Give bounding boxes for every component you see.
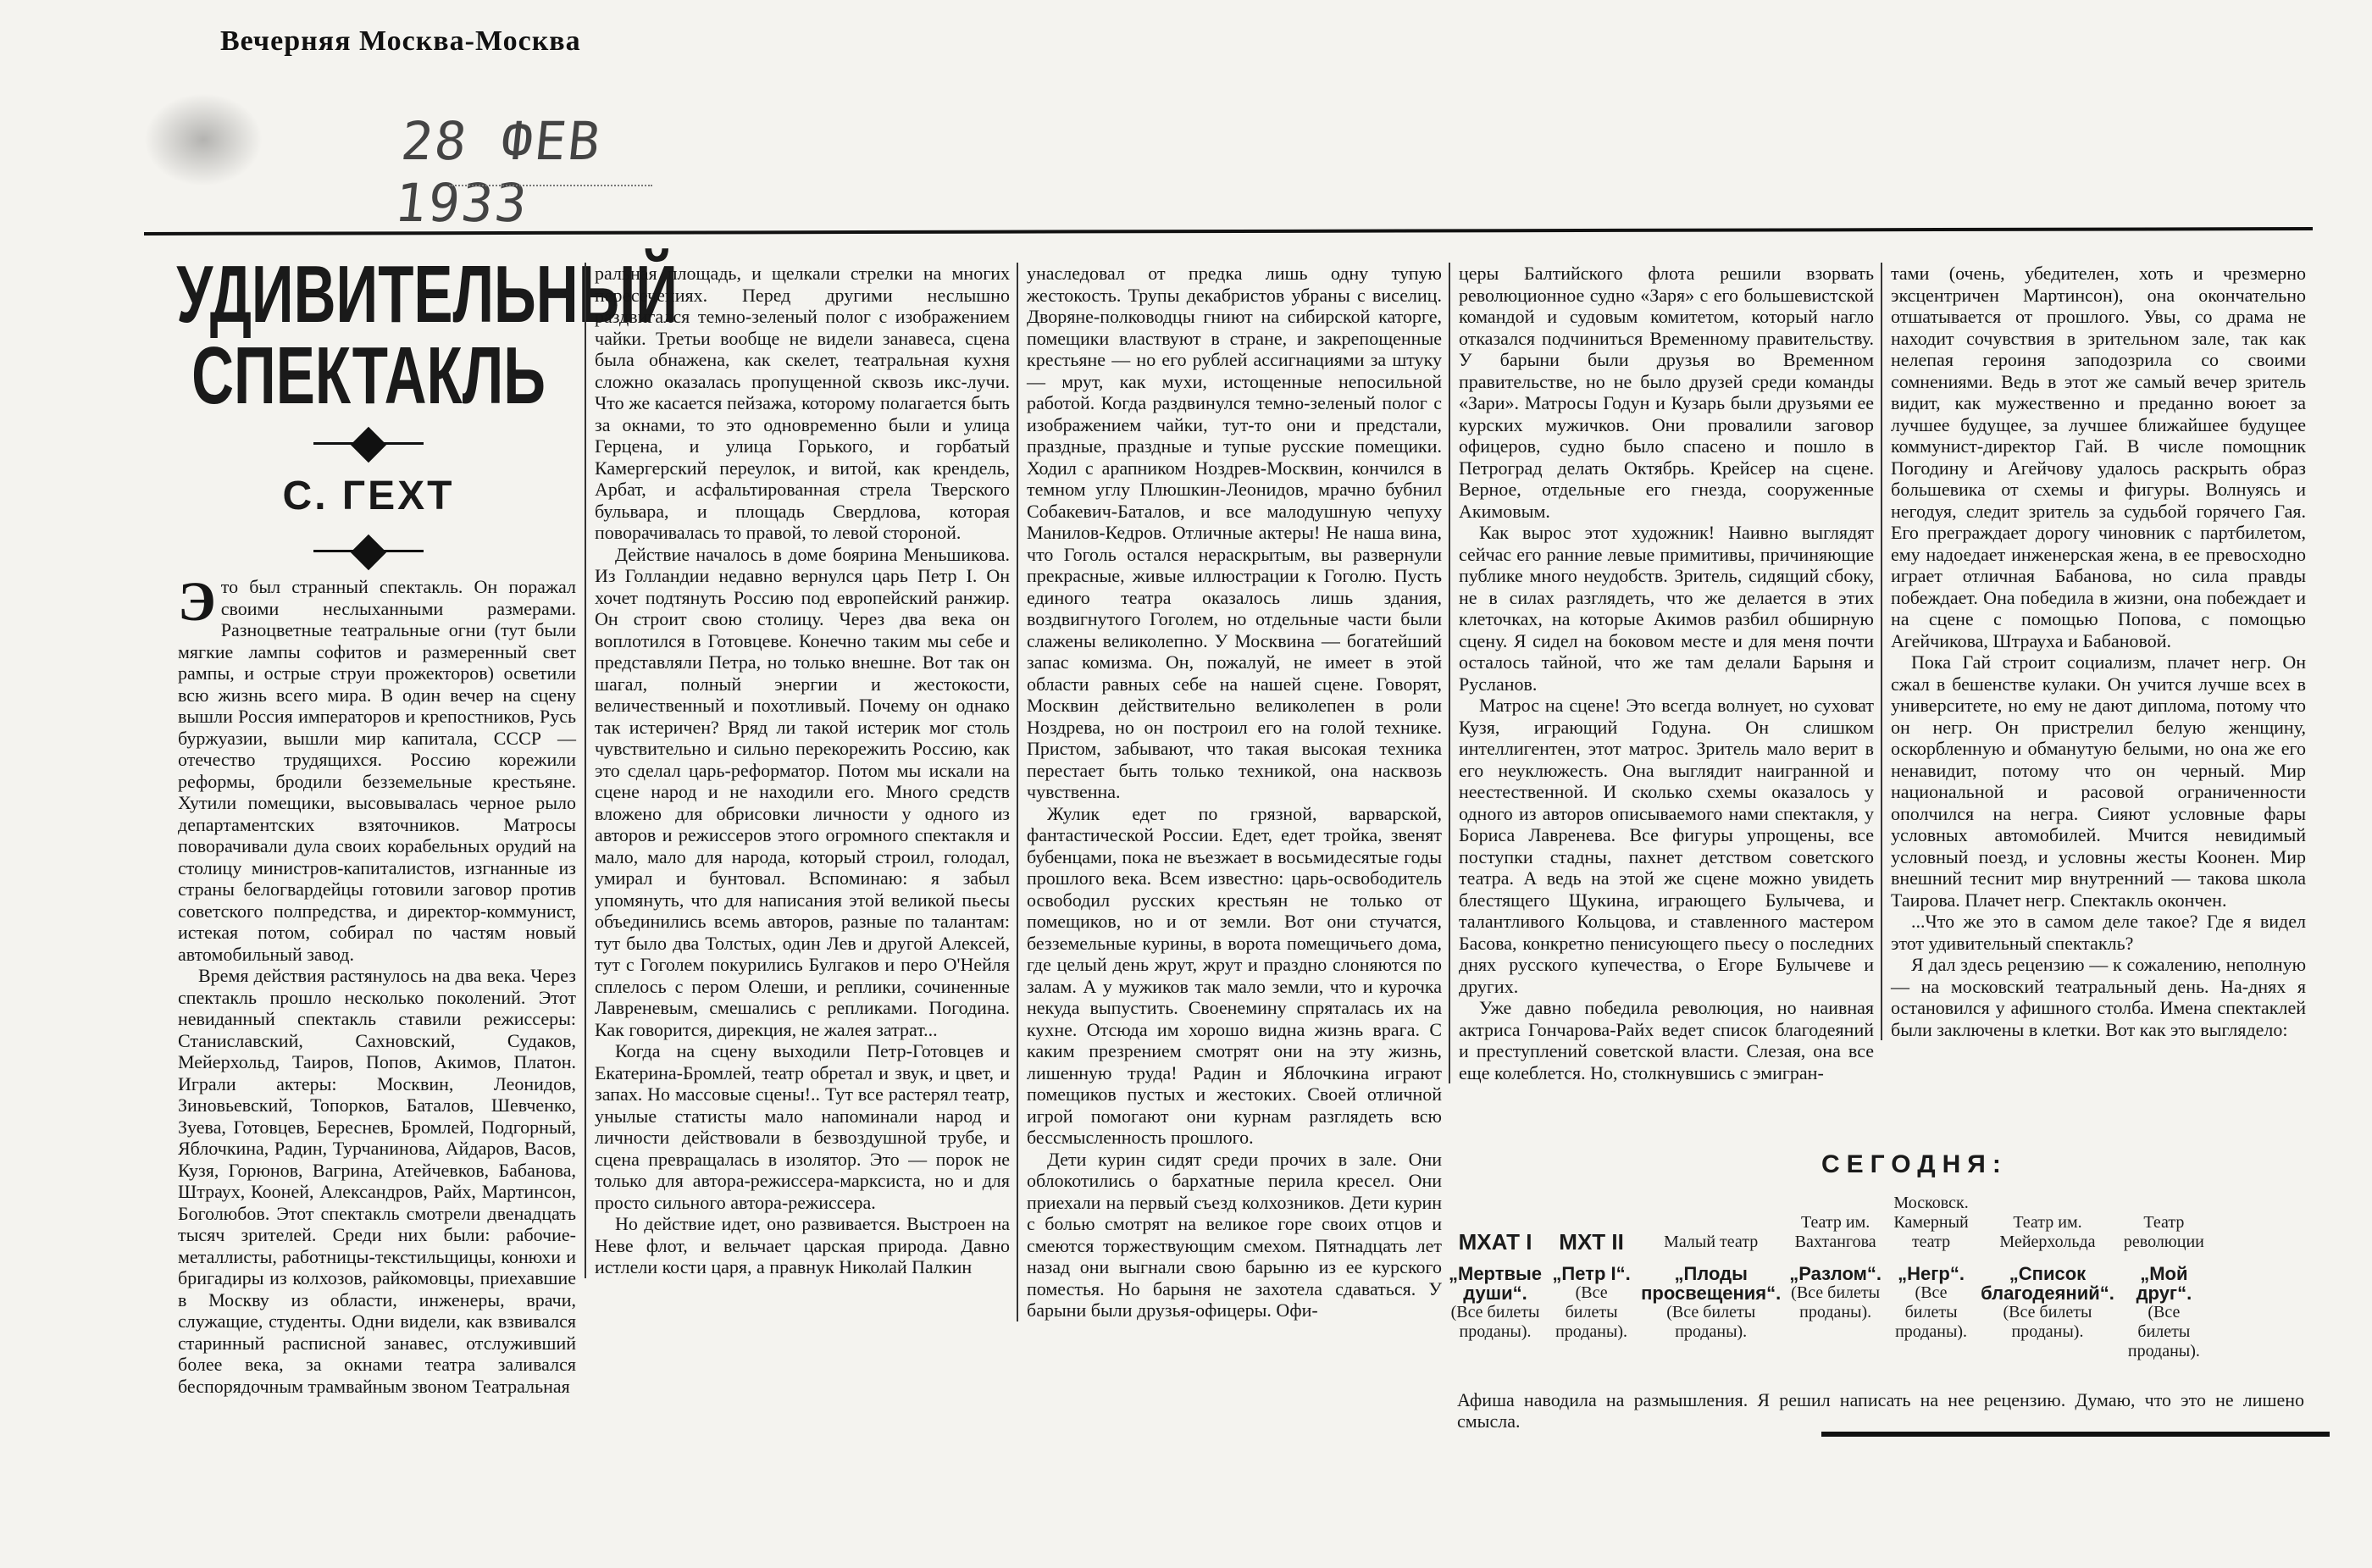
- paragraph: ральная площадь, и щелкали стрелки на многих пересечениях. Перед другими неслышно раздвигался темно-зеленый полог с изображением чайки. Третьи вообще не видели занавеса, сцена была обнажена, как скелет, театральная кухня сложно оказалась пропущенной сквозь икс-лучи. Что же касается пейзажа, которому полагается быть за окнами, то это одновременно были и улица Герцена, и улица Горького, и горбатый Камергерский переулок, и витой, как крендель, Арбат, и асфальтированная стрела Тверского бульвара, и площадь Свердлова, которая поворачивалась то правой, то левой стороной.: [595, 263, 1010, 543]
- article-column-4: [1449, 263, 1874, 1083]
- play-title: „Негр“.: [1898, 1263, 1965, 1284]
- paragraph: Но действие идет, оно развивается. Выстроен на Неве флот, и вельчает царская природа. Давно истлели кости царя, а правнук Николай Палкин: [595, 1213, 1010, 1277]
- play-title: „Разлом“.: [1789, 1263, 1882, 1284]
- paragraph: Как вырос этот художник! Наивно выглядят сейчас его ранние левые примитивы, причиняющие публике много неудобств. Зритель, сидящий сбоку, не в силах разглядеть, что же делается в этих клеточках, на которые Акимов разбил обширную сцену. Я сидел на боковом месте и для меня почти осталось тайной, что же там делали Барыня и Русланов.: [1459, 522, 1874, 695]
- play-title: „Мой друг“.: [2136, 1263, 2192, 1304]
- theatre-listing: [1789, 1186, 1882, 1389]
- article-column-5: [1881, 263, 2306, 1040]
- ticket-status: (Все билеты проданы).: [2127, 1303, 2200, 1360]
- paragraph: Действие началось в доме боярина Меньшикова. Из Голландии недавно вернулся царь Петр I. Он хочет подтянуть Россию под европейский ранжир. Он строит свою столицу. Через два века он воплотился в Готовцеве. Конечно таким мы себе и представляли Петра, но только внешне. Вот так он шагал, полный энергии и жестокости, величественный и похотливый. Почему он однако так истеричен? Вряд ли такой истерик мог столь чувствительно и сильно перекорежить Россию, как это сделал царь-реформатор. Потом мы искали на сцене народ и не находили его. Много средств вложено для обрисовки личности у одного из авторов и режиссеров этого огромного спектакля и мало, мало для народа, который строил, голодал, умирал и бунтовал. Вспоминаю: я забыл упомянуть, что для написания этой великой пьесы объединились всемь авторов, разные по талантам: тут было два Толстых, один Лев и другой Алексей, тут с Гоголем покурились Булгаков и перо О'Нейля сплелось с пером Олеши, и реплики, сочиненные Лавреневым, смешались с репликами. Погодина. Как говорится, дирекция, не жалея затрат...: [595, 543, 1010, 1040]
- theatre-listing: [1449, 1186, 1542, 1389]
- paragraph: Пока Гай строит социализм, плачет негр. Он сжал в бешенстве кулаки. Он учится лучше всех в университете, но ему не дают диплома, потому что он негр. Он пристрелил белую женщину, оскорбленную и обманутую белыми, но она же его ненавидит, потому что он черный. Мир национальной и расовой ограниченности ополчился на негра. Сияют условные фары условных автомобилей. Мчится невидимый условный поезд, и условны жесты Коонен. Мир внешний теснит мир внутренний — такова школа Таирова. Плачет негр. Спектакль окончен.: [1891, 651, 2306, 911]
- article-column-2: [585, 263, 1010, 1278]
- article-heading: [169, 249, 678, 576]
- paragraph: Жулик едет по грязной, варварской, фантастической России. Едет, едет тройка, звенят бубенцами, пока не въезжает в восьмидесятые годы прошлого века. Всем известно: царь-освободитель освободил русских крестьян не только от помещиков, но и от земли. Вот они стучатся, безземельные курины, в ворота помещичьего дома, где целый день жрут, жрут и праздно слоняются по залам. А у мужиков так мало земли, что и курочка некуда выпустить. Своенемину спряталась их на кухне. Отсюда им хорошо видна жизнь врага. С каким презрением смотрят они на эту жизнь, лишенную труда! Радин и Яблочкина играют помещиков пустых и жестоких. Своей отличной игрой помогают они курнам разглядеть всю бессмысленность прошлого.: [1027, 802, 1442, 1148]
- play-title: „Список благодеяний“.: [1981, 1263, 2114, 1304]
- theatre-name: Театр им. Мейерхольда: [1999, 1213, 2096, 1251]
- paragraph: Когда на сцену выходили Петр-Готовцев и Екатерина-Бромлей, театр обретал и звук, и цвет, и запах. Но массовые сцены!.. Тут все растерял театр, унылые статисты мало напоминали народ и личности действовали в безвоздушной трубе, и сцена превращалась в изолятор. Это — порок не только для автора-режиссера-марксиста, но и для просто сильного автора-режиссера.: [595, 1040, 1010, 1213]
- stamp-smudge: [144, 93, 263, 186]
- theatre-name: Театр революции: [2123, 1213, 2204, 1251]
- ticket-status: (Все билеты проданы).: [1895, 1283, 1968, 1341]
- paragraph: ...Что же это в самом деле такое? Где я видел этот удивительный спектакль?: [1891, 911, 2306, 954]
- paragraph: Уже давно победила революция, но наивная актриса Гончарова-Райх ведет список благодеяний и преступлений советской власти. Слезая, она все еще колеблется. Но, столкнувшись с эмигран-: [1459, 997, 1874, 1083]
- newspaper-name: Вечерняя Москва-Москва: [220, 25, 581, 57]
- ornament-1: [169, 417, 568, 468]
- date-stamp: 28 ФЕВ 1933: [391, 110, 605, 234]
- paragraph: Дети курин сидят среди прочих в зале. Они облокотились о бархатные перила кресел. Они приехали на первый съезд колхозников. Дети курин с болью смотрят на великое горе своих отцов и смеются торжествующим смехом. Пятнадцать лет назад они выгнали свою барыню из ее курского поместья. Но барыня не захотела сдаваться. У барыни были друзья-офицеры. Офи-: [1027, 1148, 1442, 1321]
- diamond-icon: [351, 427, 386, 463]
- play-title: „Плоды просвещения“.: [1641, 1263, 1782, 1304]
- ticket-status: (Все билеты проданы).: [1666, 1303, 1756, 1341]
- theatre-name: Театр им. Вахтангова: [1794, 1213, 1876, 1251]
- paragraph: церы Балтийского флота решили взорвать революционное судно «Заря» с его большевистской командой и судовым комитетом, который нагло отказался подчиниться Временному правительству. У барыни были друзья во Временном правительстве, но не было друзей среди команды «Зари». Матросы Годун и Кузарь были друзьями ее курских мужичков. Они провалили заговор офицеров, судно было спасено и пошло в Петроград делать Октябрь. Крейсер на сцене. Верное, отдельные его гнезда, сооруженные Акимовым.: [1459, 263, 1874, 522]
- theatre-name: Малый театр: [1664, 1233, 1759, 1251]
- ornament-2: [169, 524, 568, 575]
- diamond-icon: [351, 535, 386, 570]
- theatre-listing: [1641, 1186, 1781, 1389]
- theatre-listings: [1449, 1186, 2296, 1389]
- article-column-1: [178, 571, 576, 1397]
- stamp-underline: [449, 185, 652, 195]
- theatre-name: МХАТ I: [1458, 1229, 1532, 1255]
- theatre-listing: [2123, 1186, 2205, 1389]
- ticket-status: (Все билеты проданы).: [1555, 1283, 1628, 1341]
- play-title: „Мертвые души“.: [1449, 1263, 1543, 1304]
- theatre-listing: [1890, 1186, 1972, 1389]
- archive-stamp: [144, 93, 686, 234]
- author-byline: С. ГЕХТ: [282, 474, 455, 518]
- afisha-note: Афиша наводила на размышления. Я решил написать на нее рецензию. Думаю, что это не лишено смысла.: [1457, 1389, 2304, 1432]
- ticket-status: (Все билеты проданы).: [1791, 1283, 1881, 1321]
- theatre-listing: [1981, 1186, 2114, 1389]
- article-column-3: [1017, 263, 1442, 1321]
- paragraph: Матрос на сцене! Это всегда волнует, но суховат Кузя, играющий Годуна. Он слишком интеллигентен, этот матрос. Зритель мало верит в его неуклюжесть. Она выглядит наигранной и неестественной. И сколько схемы оказалось у одного из авторов описываемого нами спектакля, у Бориса Лавренева. Все фигуры упрощены, все поступки стадны, пахнет детством советского театра. А ведь на этой же сцене можно увидеть блестящего Щукина, играющего Булычева, и талантливого Кольцова, и ставленного мастером Басова, конкретно пенисующего пьесу о последних днях русского купечества, о Егоре Булычеве и других.: [1459, 695, 1874, 997]
- theatre-name: Московск. Камерный театр: [1893, 1194, 1969, 1251]
- play-title: „Петр I“.: [1552, 1263, 1631, 1284]
- ticket-status: (Все билеты проданы).: [1450, 1303, 1540, 1341]
- bottom-rule: [1821, 1432, 2330, 1437]
- theatre-listing: [1550, 1186, 1632, 1389]
- paragraph: тами (очень, убедителен, хоть и чрезмерно эксцентричен Мартинсон), она окончательно отшатывается от прошлого. Увы, со драма не находит сочувствия в зрительном зале, так как нелепая героиня заподозрила со своими сомнениями. Ведь в этот же самый вечер зритель видит, как мужественно и преданно воюет за лучшее будущее, за лучшее ближайшее будущее коммунист-директор Гай. В числе помощник Погодину и Агейчову удалось раскрыть образ большевика от схемы и фигуры. Волнуясь и негодуя, следит зритель за судьбой горячего Гая. Его преграждает дорогу чиновник с партбилетом, ему надоедает инженерская жена, в ее превосходно играет отличная Бабанова, но сила правды побеждает. Она победила в жизни, она побеждает и на сцене с помощью Попова, с помощью Агейчикова, Штрауха и Бабановой.: [1891, 263, 2306, 651]
- ticket-status: (Все билеты проданы).: [2003, 1303, 2092, 1341]
- theatre-name: МХТ II: [1559, 1229, 1624, 1255]
- paragraph: Я дал здесь рецензию — к сожалению, неполную — на московский театральный день. На-днях я остановился у афишного столба. Имена спектаклей были заключены в клетки. Вот как это выглядело:: [1891, 954, 2306, 1040]
- title-line-1: УДИВИТЕЛЬНЫЙ: [176, 249, 678, 340]
- paragraph: то был странный спектакль. Он поражал своими неслыханными размерами. Разноцветные театральные огни (тут были мягкие лампы софитов и размеренный свет рампы, и острые струи прожекторов) осветили всю жизнь всего мира. В один вечер на сцену вышли Россия императоров и крепостников, Русь буржуазии, вышли мир капитала, СССР — отечество трудящихся. Россию корежили реформы, бродили безземельные крестьяне. Хутили помещики, высовывалась черное рыло департаментских взяточников. Матросы поворачивали дула своих корабельных орудий на столицу министров-капиталистов, изгнанные из страны белогвардейцы готовили заговор против советского полпредства, и директор-коммунист, истекая потом, собирал по частям новый автомобильный завод.: [178, 576, 576, 965]
- drop-cap: Э: [178, 571, 216, 633]
- today-heading: СЕГОДНЯ:: [1821, 1150, 2008, 1178]
- paragraph: Время действия растянулось на два века. Через спектакль прошло несколько поколений. Этот невиданный спектакль ставили режиссеры: Станиславский, Сахновский, Судаков, Мейерхольд, Таиров, Попов, Акимов, Платон. Играли актеры: Москвин, Леонидов, Зиновьевский, Топорков, Баталов, Шевченко, Зуева, Готовцев, Береснев, Бромлей, Подгорный, Яблочкина, Радин, Турчанинова, Айдаров, Васов, Кузя, Горюнов, Вагрина, Атейчевков, Бабанова, Штраух, Кооней, Александров, Райх, Мартинсон, Боголюбов. Этот спектакль смотрели двенадцать тысяч зрителей. Среди них были: рабочие-металлисты, работницы-текстильщицы, конюхи и бригадиры из колхозов, райкомовцы, приехавшие в Москву из области, инженеры, врачи, служащие, студенты. Одни видели, как взвивался старинный расписной занавес, отслуживший более века, за окнами театра заливался беспорядочным трамвайным звоном Театральная: [178, 965, 576, 1397]
- paragraph: унаследовал от предка лишь одну тупую жестокость. Трупы декабристов убраны с виселиц. Дворяне-полководцы гниют на сибирской каторге, помещики властвуют в стране, и закрепощенные крестьяне — но его рублей ассигнациями за штуку — мрут, как мухи, истощенные непосильной работой. Когда раздвинулся темно-зеленый полог с изображением чайки, тут-то они и предстали, праздные, праздные и тупые русские помещики. Ходил с арапником Ноздрев-Москвин, кончился в темном углу Плюшкин-Леонидов, мрачно бубнил Собакевич-Баталов, и все малодушную чепуху Манилов-Кедров. Отличные актеры! Не наша вина, что Гоголь остался нераскрытым, вы развернули прекрасные, живые иллюстрации к Гоголю. Пусть единого театра оказалось лишь здания, воздвигнутого Гоголем, но отдельные части были слажены великолепно. У Москвина — богатейший запас комизма. Он, пожалуй, не имеет в этой области равных себе на нашей сцене. Говорят, Москвин действительно великолепен в роли Ноздрева, но он построил его на голой технике. Пристом, забывают, что такая высокая техника перестает быть только техникой, она насквозь чувственна.: [1027, 263, 1442, 802]
- title-line-2: СПЕКТАКЛЬ: [191, 330, 546, 421]
